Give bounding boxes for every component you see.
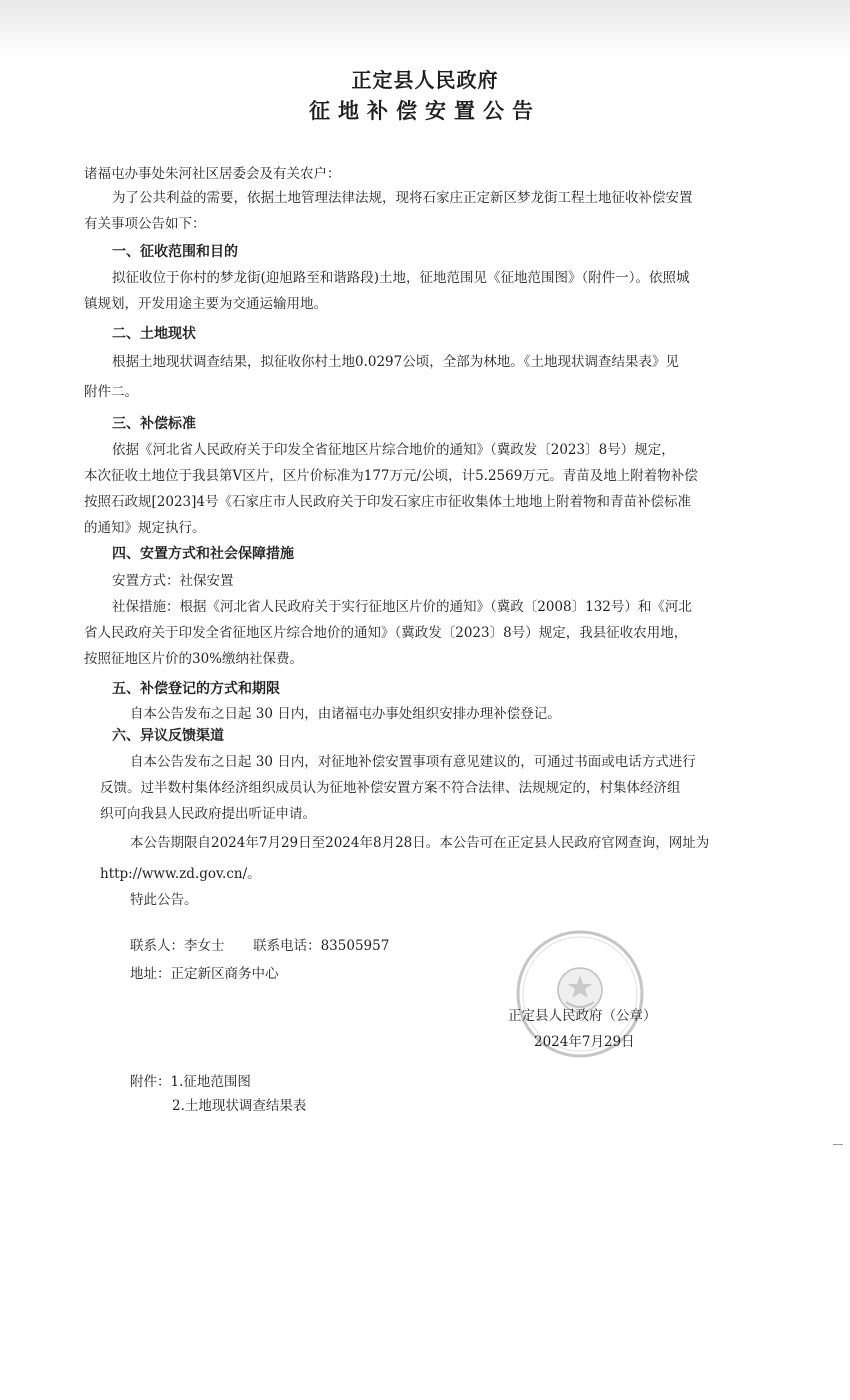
section-heading-scope: 一、征收范围和目的 (112, 244, 238, 260)
section-text: 按照征地区片价的30%缴纳社保费。 (84, 651, 304, 667)
address-label: 地址： (130, 966, 171, 982)
period-text: 本公告期限自2024年7月29日至2024年8月28日。本公告可在正定县人民政府官网查询，网址为 (130, 835, 710, 851)
signature-date: 2024年7月29日 (534, 1034, 635, 1050)
intro-line: 为了公共利益的需要，依据土地管理法律法规，现将石家庄正定新区梦龙街工程土地征收补偿安置 (112, 190, 693, 206)
section-text: 反馈。过半数村集体经济组织成员认为征地补偿安置方案不符合法律、法规规定的，村集体经济组 (100, 780, 681, 796)
section-text: 镇规划，开发用途主要为交通运输用地。 (84, 296, 327, 312)
notice-header (0, 66, 850, 126)
contact-phone-label: 联系电话： (253, 938, 321, 954)
website-url: http://www.zd.gov.cn/。 (100, 866, 261, 882)
section-text: 按照石政规[2023]4号《石家庄市人民政府关于印发石家庄市征收集体土地地上附着物和青苗补偿标准 (84, 494, 691, 510)
section-heading-objection: 六、异议反馈渠道 (112, 728, 224, 744)
section-text: 拟征收位于你村的梦龙街(迎旭路至和谐路段)土地，征地范围见《征地范围图》（附件一）。依照城 (112, 270, 690, 286)
section-text: 的通知》规定执行。 (84, 520, 206, 536)
contact-person-row (130, 936, 389, 956)
scan-mark (833, 1144, 843, 1145)
section-text: 自本公告发布之日起 30 日内，由诸福屯办事处组织安排办理补偿登记。 (130, 706, 561, 722)
section-heading-compensation: 三、补偿标准 (112, 416, 196, 432)
contact-person-label: 联系人： (130, 938, 184, 954)
attachment-item: 2.土地现状调查结果表 (172, 1098, 307, 1114)
contact-person: 李女士 (184, 938, 225, 954)
section-text: 本次征收土地位于我县第Ⅴ区片，区片价标准为177万元/公顷，计5.2569万元。青苗及地上附着物补偿 (84, 468, 698, 484)
contact-address-row (130, 964, 279, 984)
issuer-title: 正定县人民政府 (351, 68, 499, 92)
attachment-item: 1.征地范围图 (170, 1074, 251, 1090)
section-text: 省人民政府关于印发全省征地区片综合地价的通知》（冀政发〔2023〕8号）规定，我县征收农用地， (84, 625, 688, 641)
address: 正定新区商务中心 (170, 966, 279, 982)
contact-phone: 83505957 (320, 938, 390, 954)
section-text: 社保措施：根据《河北省人民政府关于实行征地区片价的通知》（冀政〔2008〕132号）和《河北 (112, 599, 692, 615)
section-heading-registration: 五、补偿登记的方式和期限 (112, 681, 280, 697)
section-text: 根据土地现状调查结果，拟征收你村土地0.0297公顷，全部为林地。《土地现状调查结果表》见 (112, 354, 679, 370)
intro-line: 有关事项公告如下： (84, 216, 206, 232)
section-heading-resettlement: 四、安置方式和社会保障措施 (112, 546, 294, 562)
section-heading-land-status: 二、土地现状 (112, 326, 196, 342)
attachment-row (130, 1072, 251, 1092)
attachment-label: 附件： (130, 1074, 171, 1090)
signature-org: 正定县人民政府（公章） (508, 1008, 657, 1024)
section-text: 安置方式：社保安置 (112, 573, 234, 589)
section-text: 织可向我县人民政府提出听证申请。 (100, 806, 316, 822)
section-text: 依据《河北省人民政府关于印发全省征地区片综合地价的通知》（冀政发〔2023〕8号）规定， (112, 442, 675, 458)
notice-title: 征地补偿安置公告 (309, 99, 541, 123)
section-text: 自本公告发布之日起 30 日内，对征地补偿安置事项有意见建议的，可通过书面或电话方式进行 (130, 754, 696, 770)
salutation: 诸福屯办事处朱河社区居委会及有关农户： (84, 166, 341, 182)
section-text: 附件二。 (84, 384, 138, 400)
scan-shadow (0, 0, 850, 60)
closing-text: 特此公告。 (130, 892, 198, 908)
